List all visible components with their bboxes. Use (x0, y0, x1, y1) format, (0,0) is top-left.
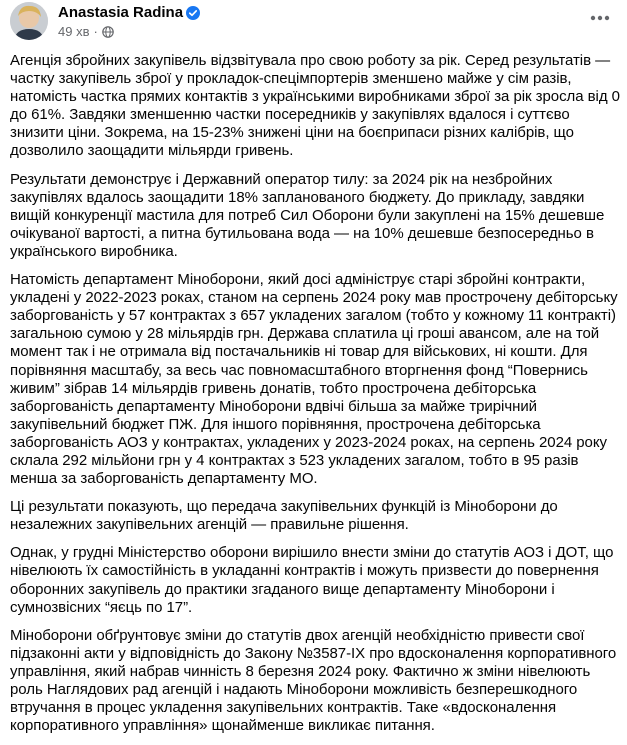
verified-badge-icon (186, 6, 200, 20)
post-paragraph-6: Міноборони обґрунтовує зміни до статутів двох агенцій необхідністю привести свої підзаконні акти у відповідність до Закону №3587-IX про вдосконалення корпоративного управління, який набрав чинність 8 березня 2024 року. Фактично ж зміни нівелюють роль Наглядових рад агенцій і надають Міноборони можливість безперешкодного втручання в процес укладення закупівельних контрактів. Таке «вдосконалення корпоративного управління» щонайменше викликає питання. (10, 626, 617, 735)
post-paragraph-2: Результати демонструє і Державний оператор тилу: за 2024 рік на незбройних закупівлях вдалось заощадити 18% запланованого бюджету. До прикладу, завдяки вищій конкуренції мастила для потреб Сил Оборони були закуплені на 15% дешевше очікуваної вартості, а питна бутильована вода — на 10% дешевше безпосередньо в українського виробника. (10, 170, 605, 260)
author-avatar[interactable] (10, 2, 48, 40)
post-meta (58, 24, 114, 40)
post-paragraph-1: Агенція збройних закупівель відзвітувала про свою роботу за рік. Серед результатів — частку закупівель зброї у прокладок-спецімпортерів зменшено майже у сім разів, натомість частка прямих контактів з українськими виробниками зброї за рік зросла від 0 до 61%. Завдяки зменшенню частки посередників у закупівлях вдалося і суттєво знизити ціни. Зокрема, на 15-23% знижені ціни на боєприпаси різних калібрів, що дозволило заощадити мільярди гривень. (10, 52, 620, 160)
author-name[interactable]: Anastasia Radina (58, 4, 184, 22)
author-line (58, 4, 200, 22)
more-horizontal-icon[interactable] (585, 6, 615, 30)
post-header (10, 0, 617, 44)
post-text (10, 52, 620, 745)
post-paragraph-4: Ці результати показують, що передача закупівельних функцій із Міноборони до незалежних закупівельних агенцій — правильне рішення. (10, 498, 558, 534)
post-paragraph-5: Однак, у грудні Міністерство оборони вирішило внести зміни до статутів АОЗ і ДОТ, що нівелюють їх самостійність в укладанні контрактів і можуть призвести до повернення оборонних закупівель до практики згаданого вище департаменту Міноборони і сумнозвісних “яєць по 17”. (10, 544, 614, 616)
meta-separator: · (93, 24, 98, 39)
avatar-image (10, 2, 48, 40)
post-paragraph-3: Натомість департамент Міноборони, який досі адмініструє старі збройні контракти, укладені у 2022-2023 роках, станом на серпень 2024 року мав прострочену дебіторську заборгованість у 57 контрактах з 657 укладених загалом (тобто у кожному 11 контракті) загальною сумою у 28 мільярдів грн. Держава сплатила ці гроші авансом, але на той момент так і не отримала від постачальників ні товар для військових, ні кошти. Для порівняння масштабу, за весь час повномасштабного вторгнення фонд “Повернись живим” зібрав 14 мільярдів гривень донатів, тобто прострочена дебіторська заборгованість департаменту Міноборони вдвічі більша за майже трирічний закупівельний бюджет ПЖ. Для іншого порівняння, прострочена дебіторська заборгованість АОЗ у контрактах, укладених у 2023-2024 роках, на серпень 2024 року склала 292 мільйони грн у 4 контрактах з 523 укладених загалом, тобто в 95 разів менша за заборгованість департаменту МО. (10, 271, 618, 488)
post-time[interactable]: 49 хв (58, 24, 90, 39)
globe-icon[interactable] (102, 26, 114, 38)
